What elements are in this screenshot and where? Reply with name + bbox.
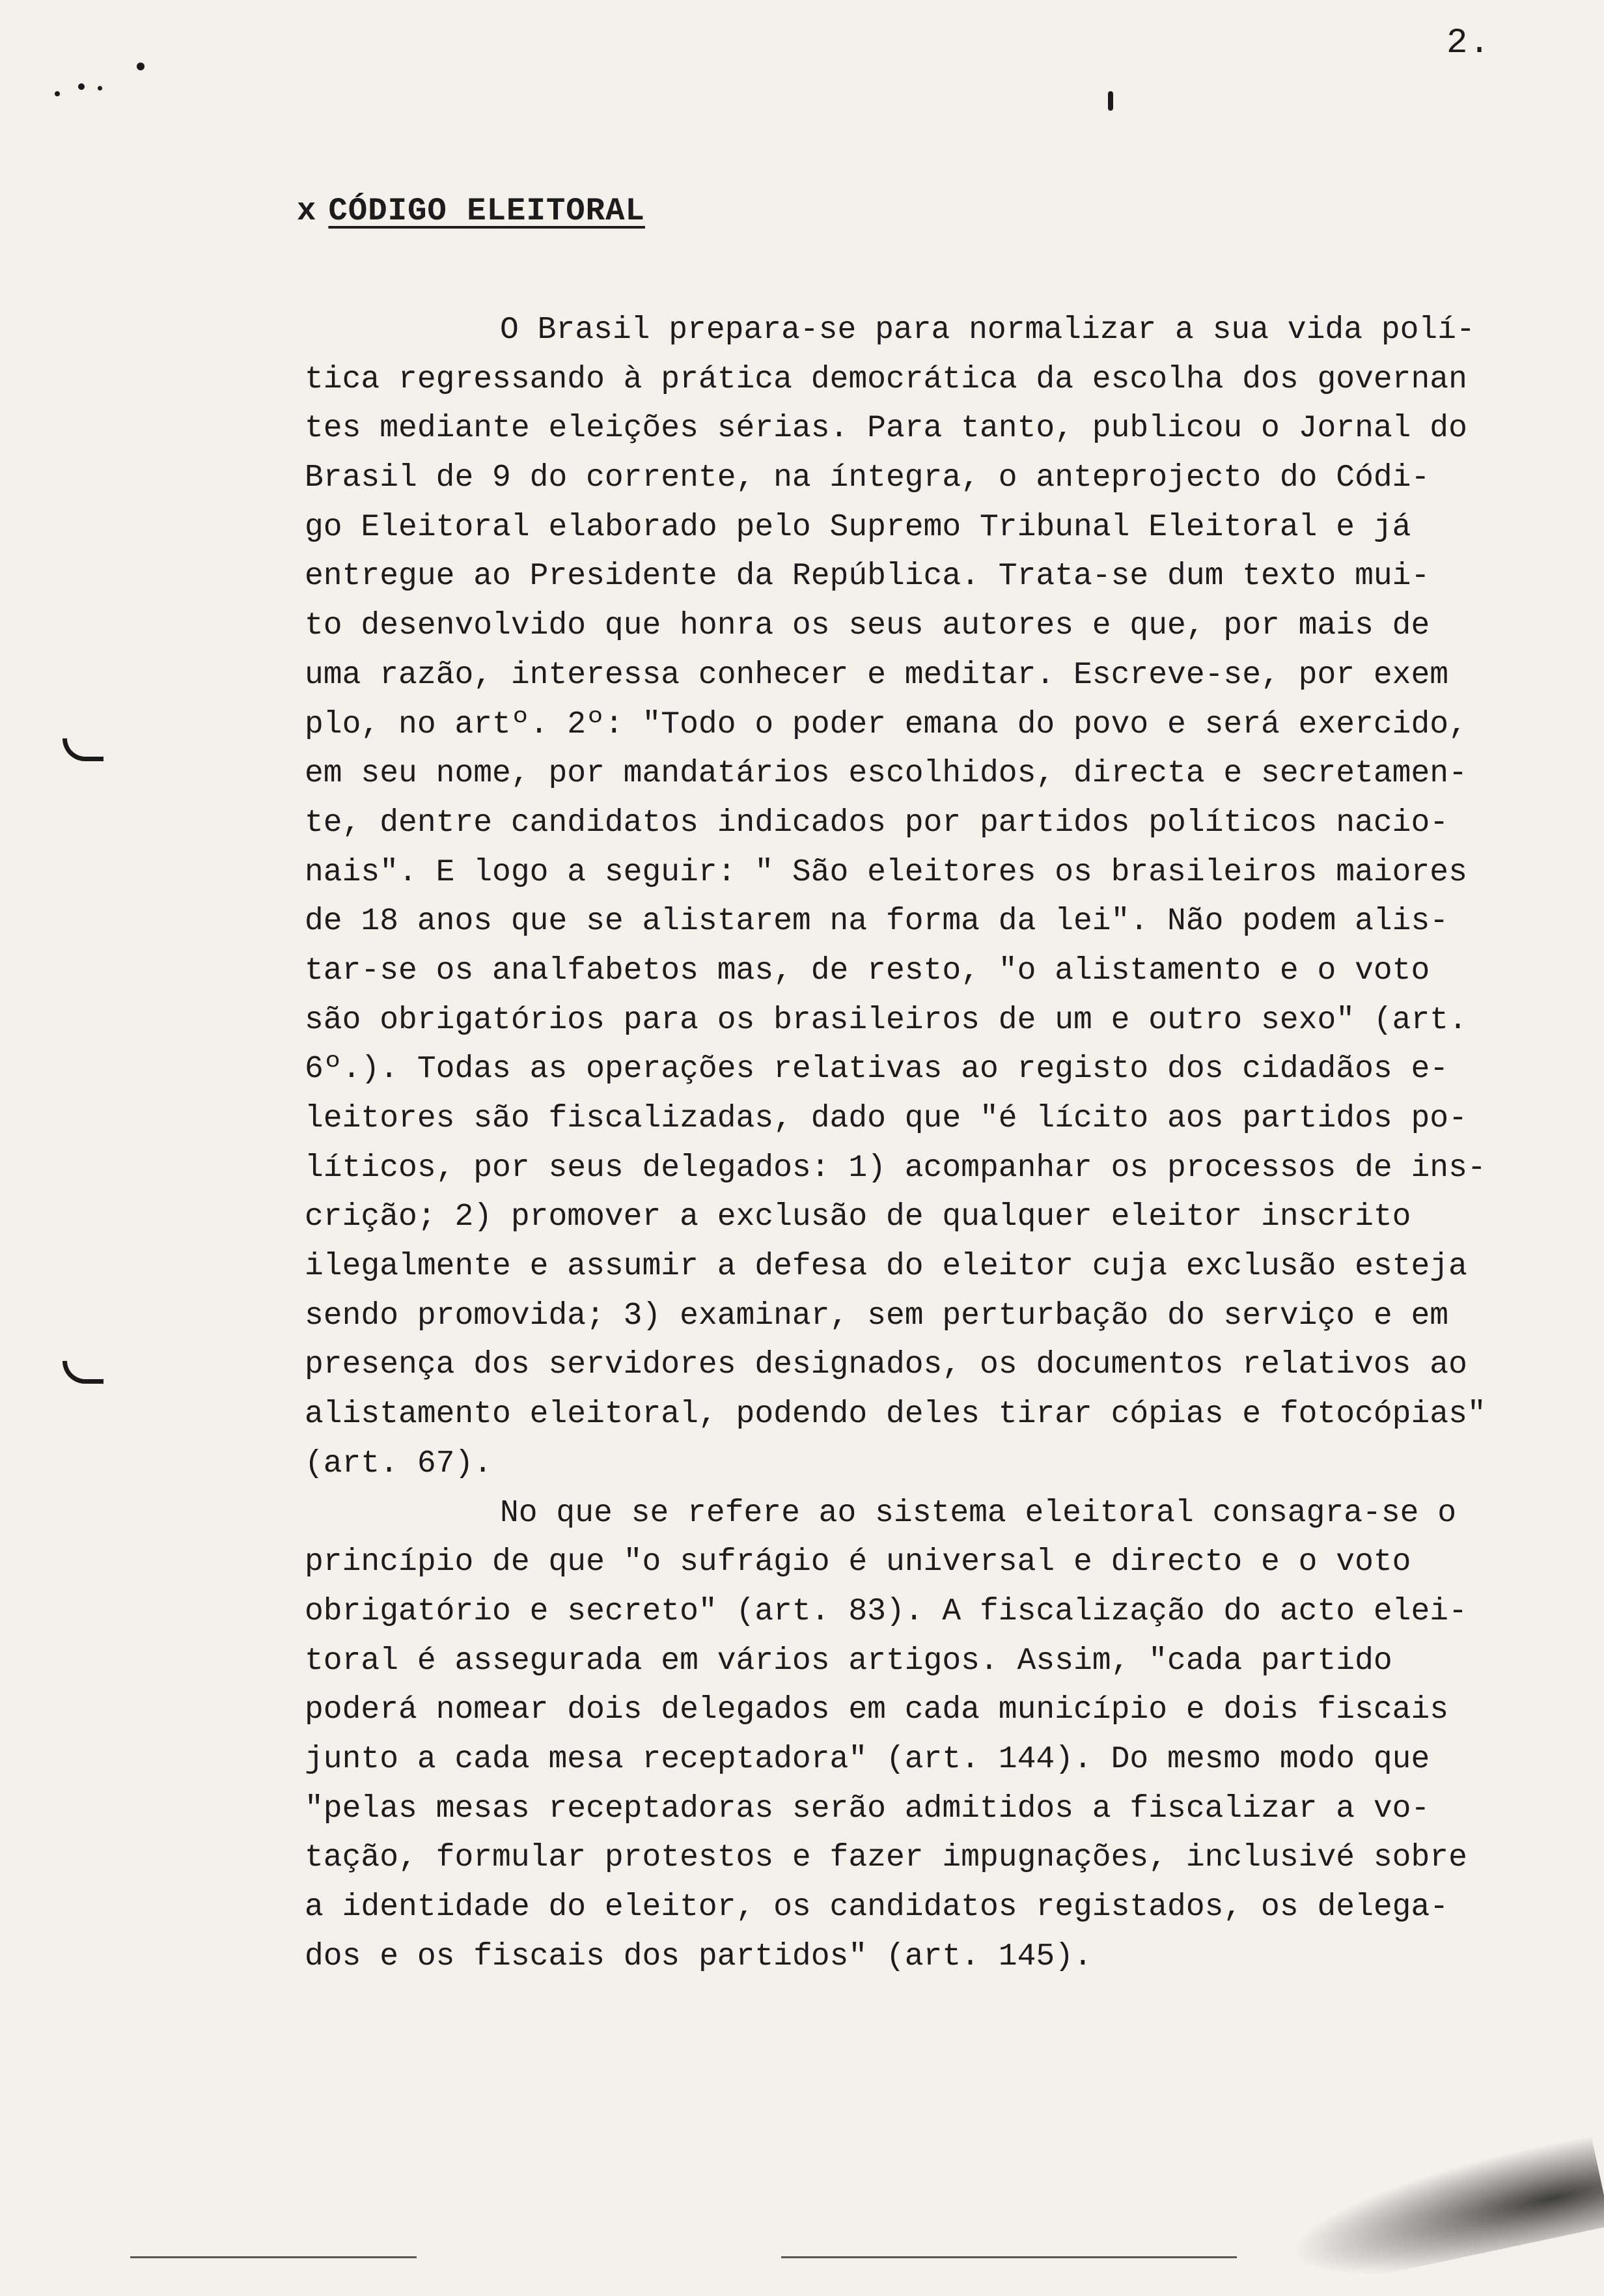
bottom-edge	[130, 2256, 417, 2258]
text-line: O Brasil prepara-se para normalizar a sua vida polí-	[500, 313, 1475, 348]
text-line: poderá nomear dois delegados em cada município e dois fiscais	[305, 1692, 1449, 1728]
text-line: junto a cada mesa receptadora" (art. 144). Do mesmo modo que	[305, 1741, 1430, 1777]
text-line: leitores são fiscalizadas, dado que "é lícito aos partidos po-	[305, 1101, 1467, 1136]
text-line: entregue ao Presidente da República. Trata-se dum texto mui-	[305, 559, 1430, 595]
text-line: (art. 67).	[305, 1446, 493, 1481]
paragraph-1	[305, 306, 1542, 1489]
text-line: sendo promovida; 3) examinar, sem perturbação do serviço e em	[305, 1298, 1449, 1334]
text-line: princípio de que "o sufrágio é universal e directo e o voto	[305, 1545, 1411, 1580]
text-line: tes mediante eleições sérias. Para tanto, publicou o Jornal do	[305, 411, 1467, 447]
bottom-edge	[781, 2256, 1237, 2258]
punch-hole-mark	[62, 738, 104, 761]
text-line: em seu nome, por mandatários escolhidos, directa e secretamen-	[305, 756, 1467, 792]
ink-speck	[78, 83, 85, 90]
text-line: obrigatório e secreto" (art. 83). A fiscalização do acto elei-	[305, 1593, 1467, 1629]
text-line: go Eleitoral elaborado pelo Supremo Tribunal Eleitoral e já	[305, 509, 1411, 545]
text-line: to desenvolvido que honra os seus autores e que, por mais de	[305, 608, 1430, 644]
corner-smudge	[1259, 2131, 1604, 2296]
text-line: te, dentre candidatos indicados por partidos políticos nacio-	[305, 805, 1449, 841]
text-line: 6º.). Todas as operações relativas ao registo dos cidadãos e-	[305, 1052, 1449, 1087]
text-line: crição; 2) promover a exclusão de qualquer eleitor inscrito	[305, 1199, 1411, 1235]
text-line: a identidade do eleitor, os candidatos registados, os delega-	[305, 1890, 1449, 1925]
text-line: plo, no artº. 2º: "Todo o poder emana do povo e será exercido,	[305, 707, 1467, 742]
ink-speck	[98, 86, 102, 91]
ink-speck	[1108, 91, 1113, 111]
text-line: toral é assegurada em vários artigos. Assim, "cada partido	[305, 1643, 1392, 1679]
text-line: nais". E logo a seguir: " São eleitores os brasileiros maiores	[305, 854, 1467, 890]
page-number: 2.	[1446, 23, 1491, 63]
body-text	[305, 306, 1542, 1981]
text-line: Brasil de 9 do corrente, na íntegra, o anteprojecto do Códi-	[305, 460, 1430, 496]
text-line: são obrigatórios para os brasileiros de um e outro sexo" (art.	[305, 1002, 1467, 1038]
text-line: ilegalmente e assumir a defesa do eleitor cuja exclusão esteja	[305, 1249, 1467, 1285]
ink-speck	[55, 91, 60, 96]
text-line: dos e os fiscais dos partidos" (art. 145).	[305, 1939, 1092, 1974]
text-line: alistamento eleitoral, podendo deles tirar cópias e fotocópias"	[305, 1397, 1486, 1433]
text-line: tica regressando à prática democrática da escolha dos governan	[305, 361, 1467, 397]
section-heading	[297, 193, 645, 229]
ink-speck	[137, 63, 145, 70]
section-title: CÓDIGO ELEITORAL	[328, 193, 645, 229]
text-line: "pelas mesas receptadoras serão admitidos a fiscalizar a vo-	[305, 1791, 1430, 1827]
text-line: tação, formular protestos e fazer impugnações, inclusivé sobre	[305, 1840, 1467, 1876]
text-line: tar-se os analfabetos mas, de resto, "o alistamento e o voto	[305, 953, 1430, 988]
text-line: presença dos servidores designados, os documentos relativos ao	[305, 1347, 1467, 1383]
text-line: líticos, por seus delegados: 1) acompanhar os processos de ins-	[305, 1150, 1486, 1186]
text-line: uma razão, interessa conhecer e meditar. Escreve-se, por exem	[305, 657, 1449, 693]
text-line: No que se refere ao sistema eleitoral consagra-se o	[500, 1495, 1457, 1531]
punch-hole-mark	[62, 1361, 104, 1384]
paragraph-2	[305, 1489, 1542, 1982]
text-line: de 18 anos que se alistarem na forma da lei". Não podem alis-	[305, 904, 1449, 940]
section-marker: x	[297, 193, 317, 229]
